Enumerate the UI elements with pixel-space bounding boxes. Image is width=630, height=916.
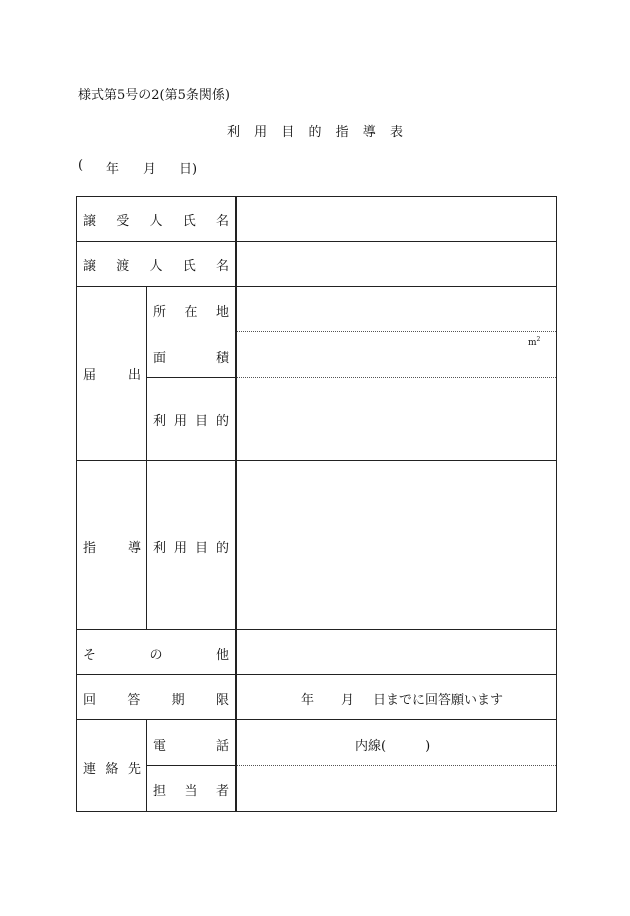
- label-char: 用: [173, 414, 187, 429]
- document-title: [0, 121, 630, 140]
- label-char: 地: [215, 305, 229, 320]
- person-in-charge-label: [153, 780, 229, 799]
- row-divider: [76, 719, 557, 720]
- row-divider: [146, 765, 236, 766]
- label-char: 限: [215, 693, 229, 708]
- title-char: 用: [254, 125, 268, 140]
- label-char: そ: [83, 648, 97, 663]
- title-char: 導: [362, 125, 376, 140]
- label-char: 氏: [182, 214, 196, 229]
- label-char: 電: [153, 739, 167, 754]
- label-char: 人: [149, 259, 163, 274]
- other-label: [83, 644, 229, 663]
- label-char: 譲: [83, 214, 97, 229]
- label-char: 面: [153, 351, 167, 366]
- label-char: 譲: [83, 259, 97, 274]
- row-divider: [76, 674, 557, 675]
- title-char: 指: [335, 125, 349, 140]
- title-char: 利: [227, 125, 241, 140]
- title-char: 表: [389, 125, 403, 140]
- label-char: 在: [184, 305, 198, 320]
- guidance-label: [83, 537, 141, 556]
- dotted-divider: [237, 331, 556, 332]
- title-char: 目: [281, 125, 295, 140]
- reply-deadline-month: 月: [341, 693, 355, 708]
- reply-deadline-text: 日までに回答願います: [373, 693, 504, 708]
- date-open: (: [78, 158, 84, 173]
- reply-deadline-year: 年: [301, 693, 315, 708]
- label-char: 者: [215, 784, 229, 799]
- label-char: 連: [83, 762, 97, 777]
- label-char: 答: [127, 693, 141, 708]
- sub-column-divider: [146, 719, 147, 812]
- date-month: 月: [143, 162, 157, 177]
- label-char: 回: [83, 693, 97, 708]
- row-divider: [76, 241, 557, 242]
- label-char: 導: [127, 541, 141, 556]
- dotted-divider: [237, 765, 556, 766]
- notification-label: [83, 364, 141, 383]
- location-label: [153, 301, 229, 320]
- transferee-name-label: [83, 210, 229, 229]
- area-label: [153, 347, 229, 366]
- title-char: 的: [308, 125, 322, 140]
- guidance-form-table: [76, 196, 557, 812]
- label-char: 利: [153, 414, 167, 429]
- label-char: 絡: [105, 762, 119, 777]
- purpose-notify-label: [153, 410, 229, 429]
- label-char: 受: [116, 214, 130, 229]
- unit-text: m: [528, 338, 537, 348]
- date-year: 年: [106, 162, 120, 177]
- dotted-divider: [237, 377, 556, 378]
- label-char: 渡: [116, 259, 130, 274]
- table-border-top: [76, 196, 557, 197]
- contact-label: [83, 758, 141, 777]
- sub-column-divider: [146, 286, 147, 461]
- phone-label: [153, 735, 229, 754]
- row-divider: [76, 629, 557, 630]
- label-char: 所: [153, 305, 167, 320]
- row-divider: [76, 286, 557, 287]
- label-char: 話: [215, 739, 229, 754]
- reply-deadline-label: [83, 689, 229, 708]
- table-border-bottom: [76, 811, 557, 812]
- unit-sup: 2: [536, 336, 541, 343]
- label-char: の: [149, 648, 163, 663]
- label-char: 他: [215, 648, 229, 663]
- label-char: 的: [215, 541, 229, 556]
- label-char: 担: [153, 784, 167, 799]
- label-char: 氏: [182, 259, 196, 274]
- date-day: 日): [179, 162, 198, 177]
- transferor-name-label: [83, 255, 229, 274]
- label-char: 出: [127, 368, 141, 383]
- label-char: 利: [153, 541, 167, 556]
- extension-field: 内線( ): [355, 739, 431, 754]
- label-char: 届: [83, 368, 97, 383]
- label-char: 目: [194, 414, 208, 429]
- label-char: 積: [215, 351, 229, 366]
- area-unit: [528, 336, 540, 348]
- label-char: 人: [149, 214, 163, 229]
- label-char: 名: [215, 259, 229, 274]
- sub-column-divider: [146, 460, 147, 630]
- label-char: 用: [173, 541, 187, 556]
- row-divider: [146, 377, 236, 378]
- label-char: 先: [127, 762, 141, 777]
- row-divider: [76, 460, 557, 461]
- label-char: 当: [184, 784, 198, 799]
- label-char: 的: [215, 414, 229, 429]
- form-number: 様式第5号の2(第5条関係): [78, 88, 230, 103]
- label-char: 期: [171, 693, 185, 708]
- label-char: 名: [215, 214, 229, 229]
- label-char: 指: [83, 541, 97, 556]
- label-char: 目: [194, 541, 208, 556]
- purpose-guide-label: [153, 537, 229, 556]
